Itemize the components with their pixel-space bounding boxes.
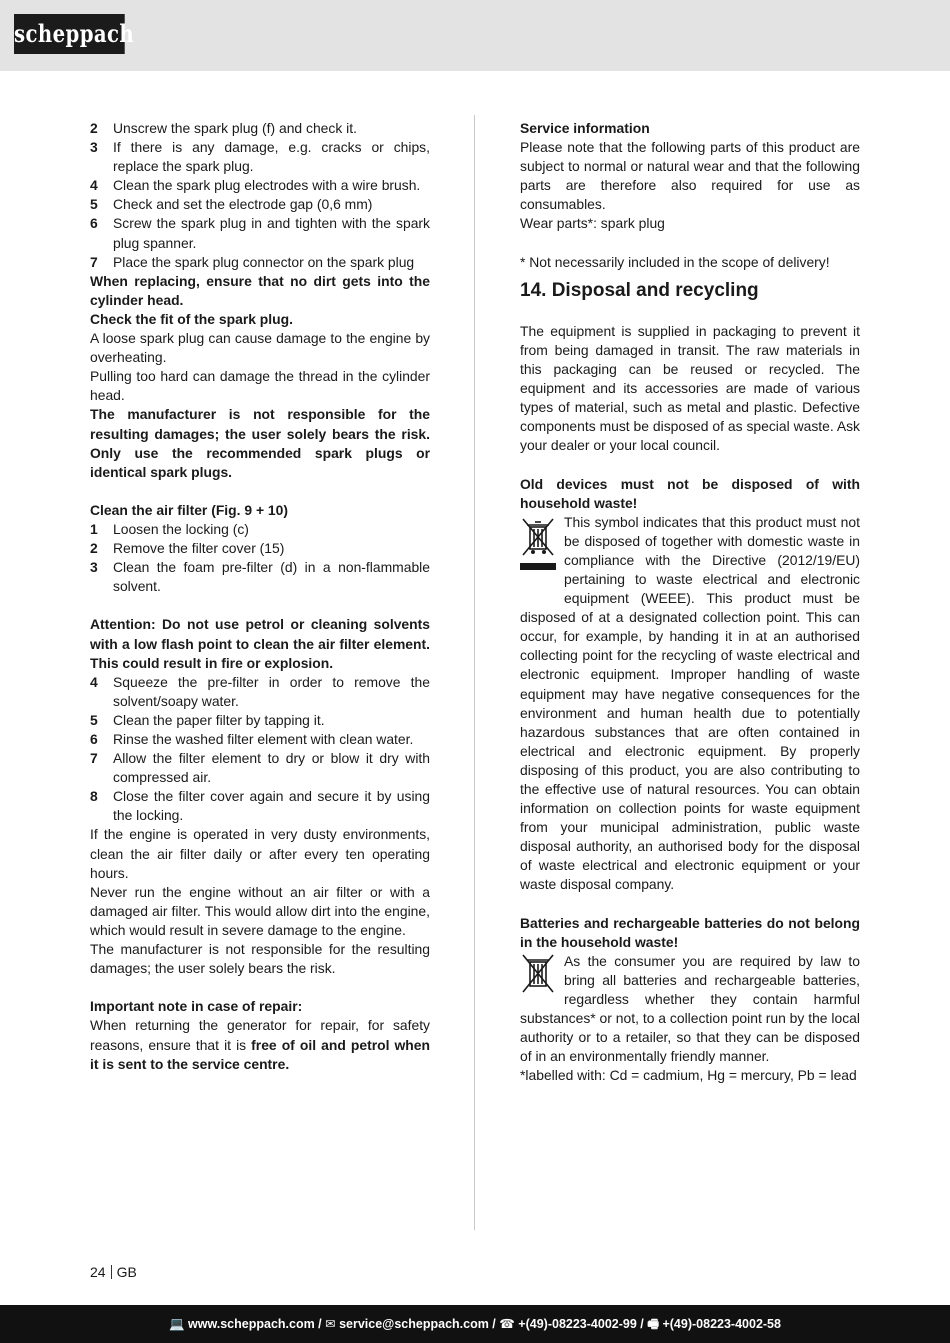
weee-text: This symbol indicates that this product must not be disposed of together with domestic waste in compliance with the Directive (2012/19/EU) pertaining to waste electrical and electronic equipment (WEEE). This product must be disposed of at a designated collection point. This can occur, for example, by handing it in at an authorised collecting point for the recycling of waste electrical and electronic equipment. Improper handling of waste equipment may have negative consequences for the environment and human health due to potentially hazardous substances that are often contained in electrical and electronic equipment. By properly disposing of this product, you are also contributing to the effective use of natural resources. You can obtain information on collection points for waste equipment from your municipal administration, public waste disposal authority, an authorised body for the disposal of waste electrical and electronic equipment or your waste disposal company. — [520, 513, 860, 893]
step-text: Allow the filter element to dry or blow it dry with compressed air. — [113, 750, 430, 786]
service-text: Please note that the following parts of this product are subject to normal or natural wear and that the following parts are therefore also required for use as consumables. — [520, 139, 860, 213]
step-number: 2 — [90, 540, 98, 557]
text-dusty: If the engine is operated in very dusty environments, clean the air filter daily or after every ten operating hours. — [90, 826, 430, 881]
list-item — [90, 749, 430, 787]
step-number: 4 — [90, 673, 98, 690]
list-item — [90, 558, 430, 596]
step-number: 7 — [90, 253, 98, 270]
step-text: Place the spark plug connector on the spark plug — [113, 253, 415, 270]
section-title: 14. Disposal and recycling — [520, 279, 759, 301]
step-number: 4 — [90, 177, 98, 194]
air-filter-title: Clean the air filter (Fig. 9 + 10) — [90, 501, 288, 518]
step-number: 1 — [90, 520, 98, 537]
weee-bin-icon — [520, 515, 564, 591]
list-item — [90, 711, 430, 730]
battery-bin-icon — [520, 954, 564, 994]
list-item — [90, 730, 430, 749]
spark-plug-steps — [90, 119, 430, 272]
step-number: 2 — [90, 120, 98, 136]
step-text: Loosen the locking (c) — [113, 520, 249, 537]
list-item — [90, 787, 430, 825]
step-number: 8 — [90, 788, 98, 805]
weee-block — [520, 513, 860, 895]
batteries-note: *labelled with: Cd = cadmium, Hg = mercury, Pb = lead — [520, 1067, 857, 1084]
footnote: * Not necessarily included in the scope of delivery! — [520, 253, 830, 270]
step-number: 5 — [90, 196, 98, 213]
step-text: Close the filter cover again and secure it by using the locking. — [113, 788, 430, 824]
attention-text: Attention: Do not use petrol or cleaning solvents with a low flash point to clean the air filter element. This could result in fire or explosion. — [90, 616, 430, 671]
list-item — [90, 253, 430, 272]
step-text: If there is any damage, e.g. cracks or chips, replace the spark plug. — [113, 139, 430, 175]
step-text: Clean the paper filter by tapping it. — [113, 711, 325, 728]
batteries-text: As the consumer you are required by law to bring all batteries and rechargeable batteries, regardless whether they contain harmful substances* or not, to a collection point run by the local authority or to a retailer, so that they can be disposed of in an environmentally friendly manner. — [520, 952, 860, 1065]
disposal-text: The equipment is supplied in packaging to prevent it from being damaged in transit. The raw materials in this packaging can be reused or recycled. The equipment and its accessories are made of various types of material, such as metal and plastic. Defective components must be disposed of as special waste. Ask your dealer or your local council. — [520, 322, 860, 454]
list-item — [90, 119, 430, 138]
list-item — [90, 195, 430, 214]
right-column — [520, 119, 860, 1086]
left-column — [90, 119, 430, 1074]
page-footer: 💻 www.scheppach.com / ✉ service@scheppach.com / ☎ +(49)-08223-4002-99 / 🖷 +(49)-08223-4002-58 — [0, 1305, 950, 1343]
warning-manufacturer: The manufacturer is not responsible for the resulting damages; the user solely bears the risk. Only use the recommended spark plugs or identical spark plugs. — [90, 406, 430, 480]
step-number: 6 — [90, 215, 98, 232]
page-header — [0, 0, 950, 71]
step-number: 3 — [90, 559, 98, 576]
wear-parts: Wear parts*: spark plug — [520, 215, 665, 232]
air-filter-steps-2 — [90, 673, 430, 826]
step-number: 6 — [90, 731, 98, 747]
step-text: Clean the spark plug electrodes with a wire brush. — [113, 177, 421, 194]
step-text: Screw the spark plug in and tighten with the spark plug spanner. — [113, 215, 430, 251]
repair-text: When returning the generator for repair, for safety reasons, ensure that it is free of oil and petrol when it is sent to the service centre. — [90, 1017, 430, 1072]
step-number: 3 — [90, 139, 98, 156]
column-divider — [474, 115, 475, 1230]
text-pulling: Pulling too hard can damage the thread in the cylinder head. — [90, 368, 430, 404]
list-item — [90, 214, 430, 252]
list-item — [90, 138, 430, 176]
repair-title: Important note in case of repair: — [90, 998, 303, 1015]
list-item — [90, 520, 430, 539]
old-devices-title: Old devices must not be disposed of with household waste! — [520, 475, 860, 511]
page-number: 24 GB — [90, 1264, 137, 1280]
text-loose-plug: A loose spark plug can cause damage to the engine by overheating. — [90, 330, 430, 366]
list-item — [90, 673, 430, 711]
step-text: Clean the foam pre-filter (d) in a non-flammable solvent. — [113, 559, 430, 595]
list-item — [90, 539, 430, 558]
step-text: Remove the filter cover (15) — [113, 540, 285, 557]
step-text: Rinse the washed filter element with clean water. — [113, 731, 414, 747]
step-text: Check and set the electrode gap (0,6 mm) — [113, 196, 373, 213]
text-never-run: Never run the engine without an air filter or with a damaged air filter. This would allow dirt into the engine, which would result in severe damage to the engine. — [90, 883, 430, 938]
service-title: Service information — [520, 120, 650, 136]
warning-dirt: When replacing, ensure that no dirt gets into the cylinder head. — [90, 272, 430, 308]
step-number: 7 — [90, 750, 98, 767]
batteries-block — [520, 952, 860, 1067]
batteries-title: Batteries and rechargeable batteries do not belong in the household waste! — [520, 914, 860, 950]
step-number: 5 — [90, 711, 98, 728]
step-text: Unscrew the spark plug (f) and check it. — [113, 120, 357, 136]
air-filter-steps-1 — [90, 520, 430, 596]
brand-logo: scheppach — [14, 14, 125, 54]
text-responsibility: The manufacturer is not responsible for the resulting damages; the user solely bears the risk. — [90, 941, 430, 977]
step-text: Squeeze the pre-filter in order to remove the solvent/soapy water. — [113, 673, 430, 709]
list-item — [90, 176, 430, 195]
warning-fit: Check the fit of the spark plug. — [90, 310, 293, 327]
